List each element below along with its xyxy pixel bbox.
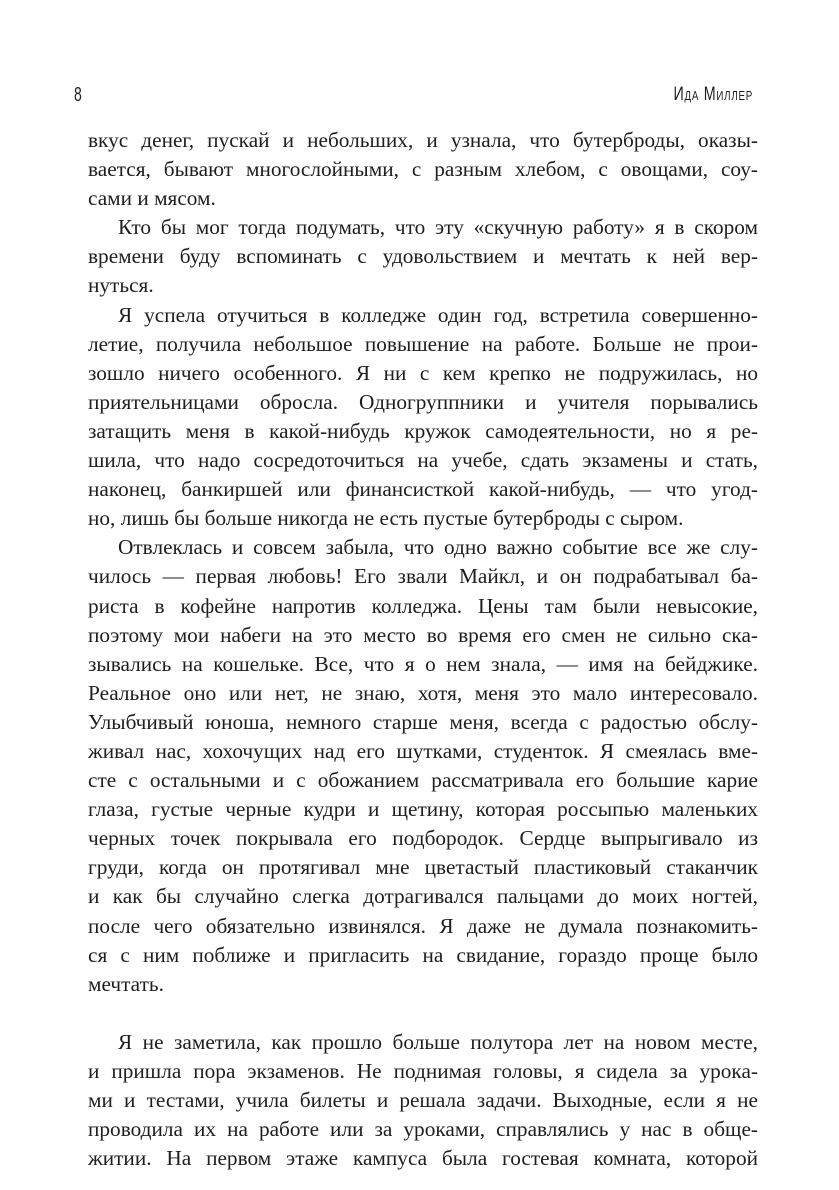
running-title: Ида Миллер bbox=[673, 84, 753, 105]
paragraph bbox=[88, 1028, 758, 1173]
text-line: ся с ним поближе и пригласить на свидание, гораздо проще было bbox=[88, 942, 758, 967]
text-line: зошло ничего особенного. Я ни с кем крепко не подружилась, но bbox=[88, 360, 758, 385]
text-line: Реальное оно или нет, не знаю, хотя, меня это мало интересовало. bbox=[88, 680, 758, 705]
text-line: проводила их на работе или за уроками, справлялись у нас в обще- bbox=[88, 1117, 758, 1142]
body-text bbox=[88, 126, 758, 1173]
text-line: затащить меня в какой-нибудь кружок самодеятельности, но я ре- bbox=[88, 418, 758, 443]
paragraph bbox=[88, 126, 758, 213]
text-line: Я не заметила, как прошло больше полутора лет на новом месте, bbox=[118, 1029, 758, 1054]
text-line: груди, когда он протягивал мне цветастый пластиковый стаканчик bbox=[88, 855, 758, 880]
text-line: чилось — первая любовь! Его звали Майкл, и он подрабатывал ба- bbox=[88, 564, 758, 589]
text-line: наконец, банкиршей или финансисткой какой-нибудь, — что угод- bbox=[88, 477, 758, 502]
text-line: времени буду вспоминать с удовольствием и мечтать к ней вер- bbox=[88, 244, 758, 269]
text-line: после чего обязательно извинялся. Я даже не думала познакомить- bbox=[88, 913, 758, 938]
text-line: приятельницами обросла. Одногруппники и учителя порывались bbox=[88, 389, 758, 414]
paragraph bbox=[88, 213, 758, 300]
text-line: Я успела отучиться в колледже один год, встретила совершенно- bbox=[118, 302, 758, 327]
text-line: Кто бы мог тогда подумать, что эту «скучную работу» я в скором bbox=[118, 215, 758, 240]
text-line: глаза, густые черные кудри и щетину, которая россыпью маленьких bbox=[88, 797, 758, 822]
text-line: Отвлеклась и совсем забыла, что одно важно событие все же слу- bbox=[118, 535, 758, 560]
paragraph bbox=[88, 301, 758, 534]
text-line: житии. На первом этаже кампуса была гостевая комната, которой bbox=[88, 1146, 758, 1171]
text-line: и как бы случайно слегка дотрагивался пальцами до моих ногтей, bbox=[88, 884, 758, 909]
text-line: и пришла пора экзаменов. Не поднимая головы, я сидела за урока- bbox=[88, 1059, 758, 1083]
text-line: ми и тестами, учила билеты и решала задачи. Выходные, если я не bbox=[88, 1088, 758, 1113]
text-line: мечтать. bbox=[88, 971, 164, 996]
text-line: но, лишь бы больше никогда не есть пустые бутерброды с сыром. bbox=[88, 506, 684, 531]
section-break bbox=[88, 999, 758, 1028]
text-line: живал нас, хохочущих над его шутками, студенток. Я смеялась вме- bbox=[88, 738, 758, 763]
text-line: нуться. bbox=[88, 273, 154, 298]
text-line: Улыбчивый юноша, немного старше меня, всегда с радостью обслу- bbox=[88, 709, 758, 734]
text-line: вкус денег, пускай и небольших, и узнала, что бутерброды, оказы- bbox=[88, 128, 758, 152]
page-number: 8 bbox=[74, 84, 82, 106]
paragraph bbox=[88, 533, 758, 999]
text-line: зывались на кошельке. Все, что я о нем знала, — имя на бейджике. bbox=[88, 651, 758, 676]
text-line: вается, бывают многослойными, с разным хлебом, с овощами, соу- bbox=[88, 157, 758, 182]
text-line: шила, что надо сосредоточиться на учебе, сдать экзамены и стать, bbox=[88, 448, 758, 473]
text-line: сте с остальными и с обожанием рассматривала его большие карие bbox=[88, 768, 758, 793]
text-line: поэтому мои набеги на это место во время его смен не сильно ска- bbox=[88, 622, 758, 647]
text-line: риста в кофейне напротив колледжа. Цены там были невысокие, bbox=[88, 593, 758, 618]
text-line: сами и мясом. bbox=[88, 186, 216, 211]
text-line: летие, получила небольшое повышение на работе. Больше не прои- bbox=[88, 331, 758, 356]
text-line: черных точек покрывала его подбородок. Сердце выпрыгивало из bbox=[88, 826, 758, 851]
